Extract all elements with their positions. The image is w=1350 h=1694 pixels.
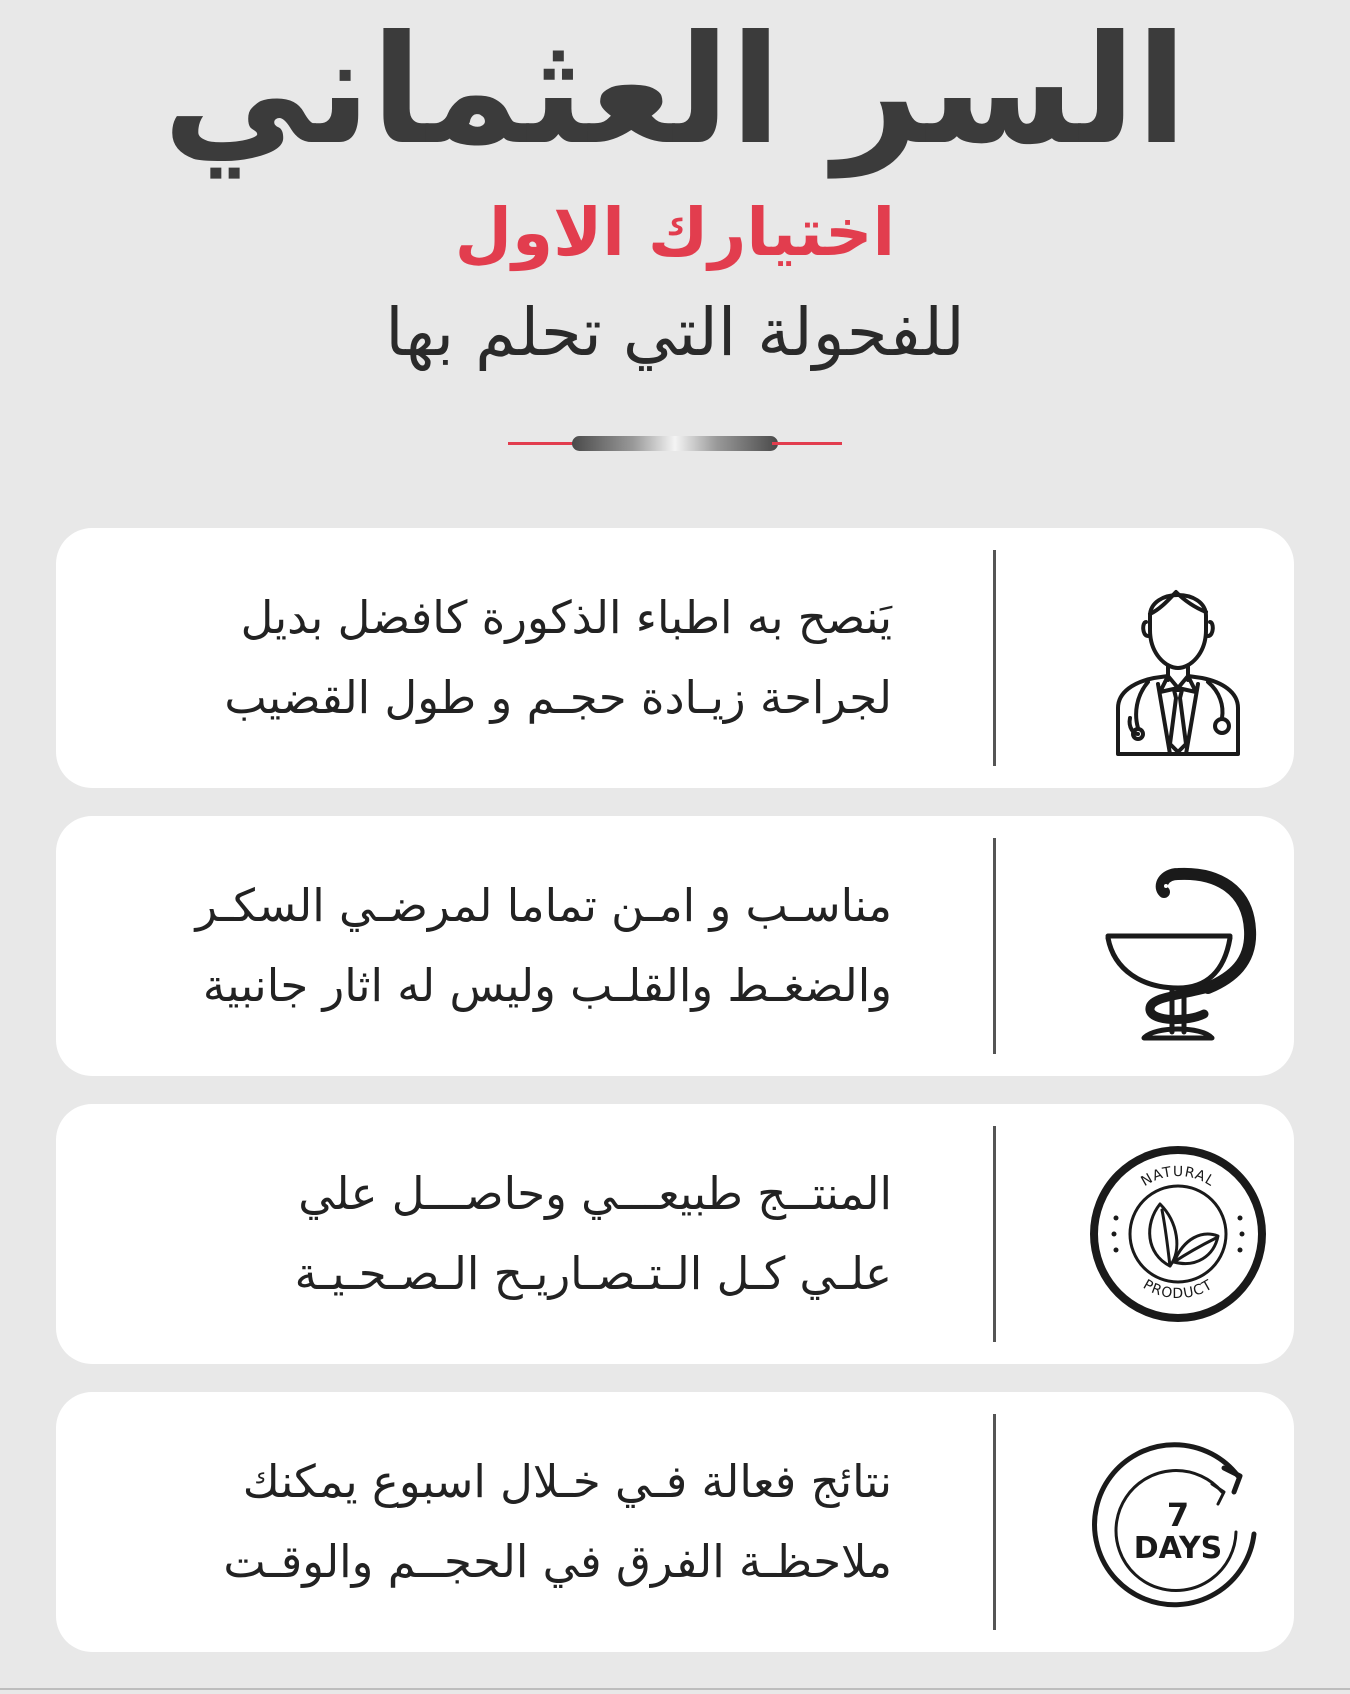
days-word: DAYS — [1133, 1531, 1223, 1566]
feature-line-2: والضغـط والقلـب وليس له اثار جانبية — [202, 959, 892, 1012]
feature-line-2: ملاحظـة الفرق في الحجــم والوقـت — [223, 1535, 892, 1588]
feature-line-1: مناسـب و امـن تماما لمرضـي السكـر — [195, 879, 892, 932]
feature-card-safety — [56, 816, 1294, 1076]
feature-text — [96, 528, 892, 788]
card-separator — [993, 1414, 996, 1630]
card-separator — [993, 838, 996, 1054]
divider-pill — [572, 436, 778, 451]
feature-card-natural — [56, 1104, 1294, 1364]
card-separator — [993, 550, 996, 766]
feature-text — [96, 1392, 892, 1652]
feature-line-1: يَنصح به اطباء الذكورة كافضل بديل — [240, 591, 892, 644]
seven-days-icon — [1078, 1422, 1278, 1622]
feature-line-2: علـي كـل الـتـصـاريـح الـصـحـيـة — [294, 1247, 892, 1300]
feature-card-doctor — [56, 528, 1294, 788]
subtitle: اختيارك الاول — [454, 194, 896, 271]
badge-top-text: NATURAL — [1138, 1163, 1218, 1190]
feature-line-2: لجراحة زيـادة حجـم و طول القضيب — [224, 671, 892, 724]
brand-title: السر العثماني — [162, 4, 1188, 178]
feature-card-results — [56, 1392, 1294, 1652]
feature-line-1: نتائج فعالة فـي خـلال اسبوع يمكنك — [242, 1455, 892, 1508]
feature-text — [96, 816, 892, 1076]
decorative-divider — [508, 433, 842, 453]
bottom-rule — [0, 1688, 1350, 1690]
card-separator — [993, 1126, 996, 1342]
days-number: 7 — [1166, 1496, 1190, 1534]
badge-bottom-text: PRODUCT — [1140, 1276, 1216, 1303]
feature-line-1: المنتــج طبيعـــي وحاصـــل علي — [298, 1167, 892, 1220]
pharmacy-snake-bowl-icon — [1078, 846, 1278, 1046]
feature-text — [96, 1104, 892, 1364]
doctor-icon — [1078, 558, 1278, 758]
tagline: للفحولة التي تحلم بها — [385, 294, 965, 371]
divider-line-right — [772, 442, 842, 445]
divider-line-left — [508, 442, 578, 445]
natural-product-badge-icon — [1078, 1134, 1278, 1334]
